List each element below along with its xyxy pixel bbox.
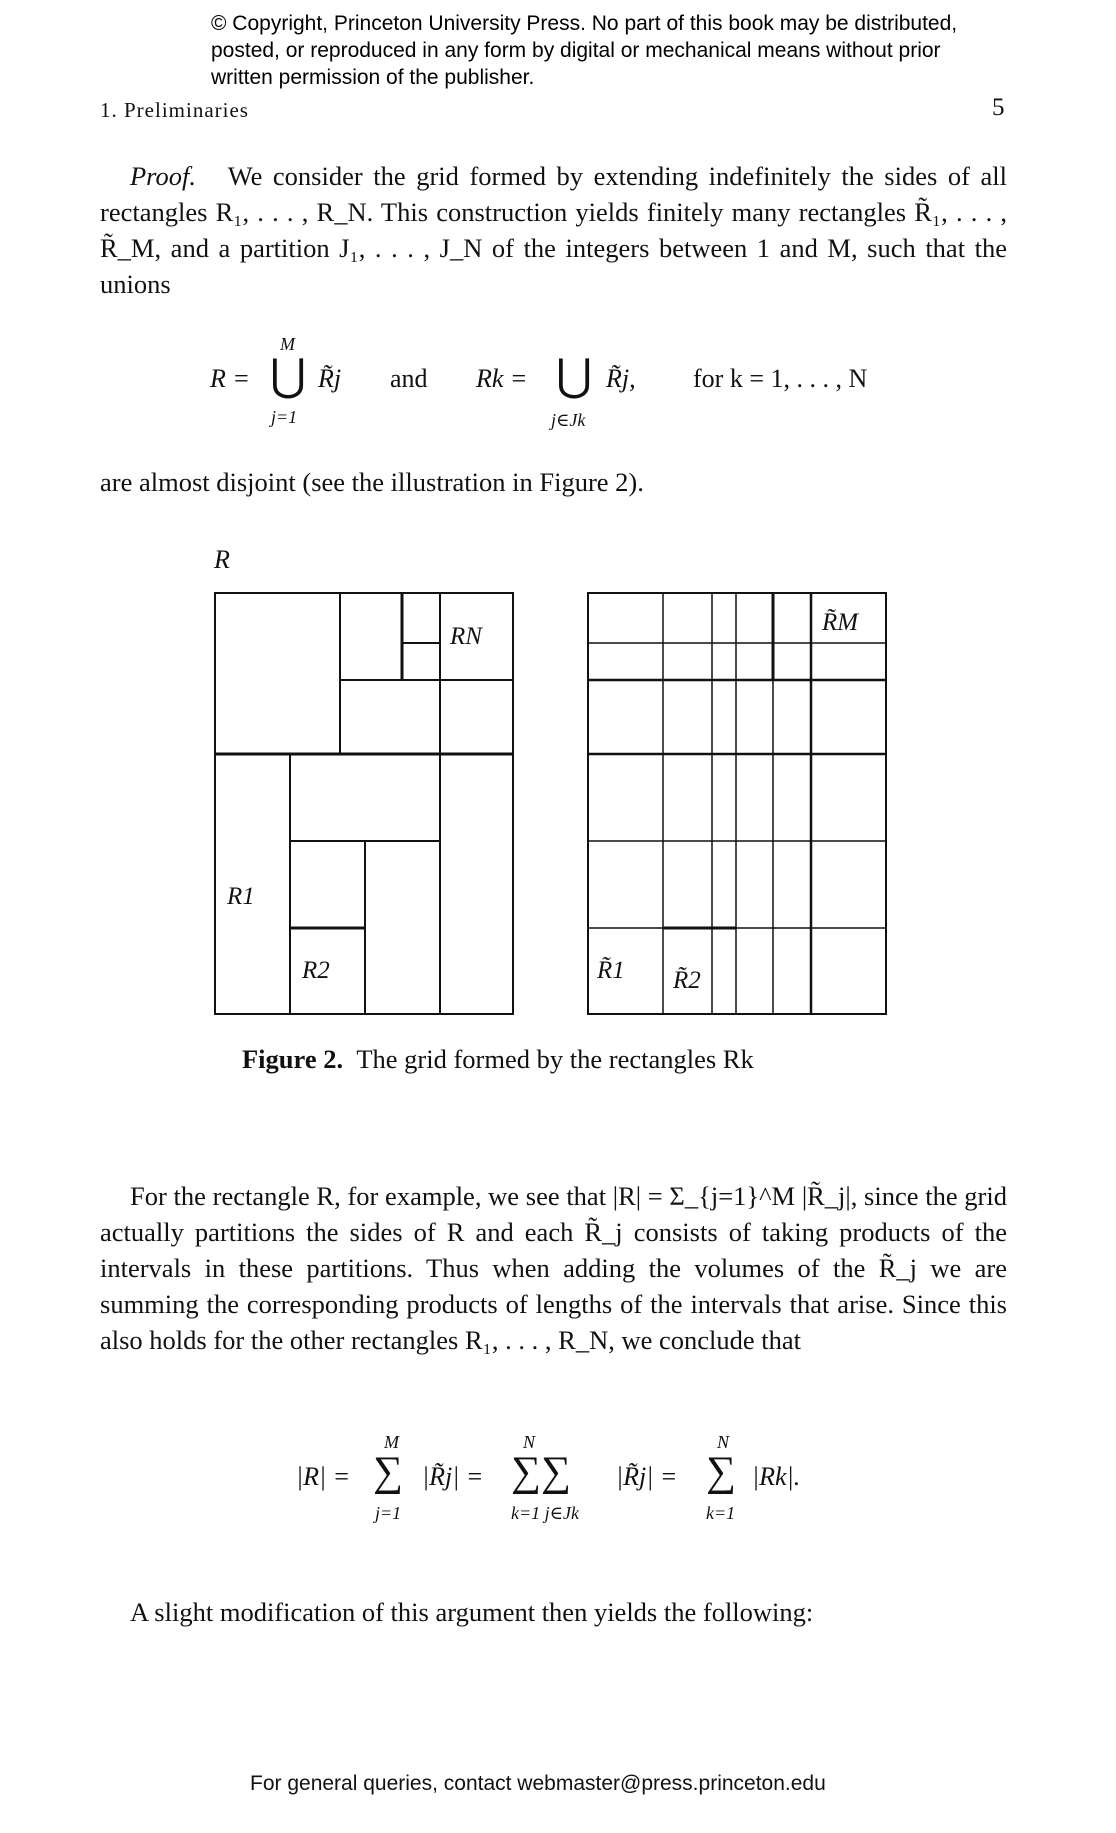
label-R2: R2 bbox=[302, 957, 330, 984]
label-R2-tilde: R̃2 bbox=[673, 967, 701, 994]
figure-caption bbox=[242, 1044, 754, 1075]
caption-text: The grid formed by the rectangles Rk bbox=[356, 1044, 754, 1074]
page-number: 5 bbox=[992, 94, 1005, 121]
outer-rectangle-grid bbox=[588, 593, 886, 1014]
after-eq1-text: are almost disjoint (see the illustration in Figure 2). bbox=[100, 467, 644, 497]
label-R1-tilde: R̃1 bbox=[597, 957, 625, 984]
eq1-and: and bbox=[390, 364, 428, 393]
eq1-union-bottom: j=1 bbox=[271, 407, 298, 427]
eq2-term3: |Rk|. bbox=[752, 1462, 801, 1491]
eq1-term2: R̃j, bbox=[606, 364, 636, 393]
footer-contact: For general queries, contact webmaster@press.princeton.edu bbox=[250, 1772, 826, 1795]
eq2-sum2-top: N bbox=[523, 1432, 536, 1452]
eq1-term1: R̃j bbox=[318, 364, 342, 393]
paragraph-3-text: A slight modification of this argument then yields the following: bbox=[130, 1597, 814, 1627]
eq2-sum3-symbol: ∑ bbox=[706, 1449, 736, 1495]
eq2-sum1-bottom: j=1 bbox=[375, 1503, 402, 1523]
eq2-term1: |R̃j| = bbox=[422, 1462, 484, 1491]
eq2-sum2-bottom: k=1 j∈Jk bbox=[511, 1503, 579, 1523]
eq1-lhs: R = bbox=[210, 364, 250, 393]
eq2-lhs: |R| = bbox=[296, 1462, 351, 1491]
eq1-tail: for k = 1, . . . , N bbox=[693, 364, 868, 393]
paragraph-2-text: For the rectangle R, for example, we see that |R| = Σ_{j=1}^M |R̃_j|, since the grid actually partitions the sides of R and each R̃_j consists of taking products of the intervals in these partitions. Thus when adding the volumes of the R̃_j we are summing the corresponding products of lengths of the intervals that arise. Since this also holds for the other rectangles R₁, . . . , R_N, we conclude that bbox=[100, 1181, 1007, 1355]
eq2-sum3-top: N bbox=[717, 1432, 730, 1452]
eq1-lhs2: Rk = bbox=[476, 364, 528, 393]
label-RN: RN bbox=[450, 623, 482, 650]
label-RM-tilde: R̃M bbox=[822, 609, 859, 636]
eq1-union-top: M bbox=[280, 334, 295, 354]
eq1-union2-symbol: ⋃ bbox=[556, 351, 593, 400]
eq2-sum1-symbol: ∑ bbox=[373, 1449, 403, 1495]
paragraph-2 bbox=[100, 1178, 1007, 1358]
label-R1: R1 bbox=[227, 883, 255, 910]
running-head: 1. Preliminaries bbox=[100, 98, 249, 122]
caption-label: Figure 2. bbox=[242, 1044, 344, 1074]
paragraph-3 bbox=[100, 1594, 1007, 1630]
proof-text: We consider the grid formed by extending indefinitely the sides of all rectangles R₁, . . . , R_N. This construction yields finitely many rectangles R̃₁, . . . , R̃_M, and a partition J₁, . . . , J_N of the integers between 1 and M, such that the unions bbox=[100, 161, 1007, 299]
eq2-sum1-top: M bbox=[384, 1432, 399, 1452]
eq2-term2: |R̃j| = bbox=[616, 1462, 678, 1491]
label-R: R bbox=[214, 545, 230, 574]
eq1-union-symbol: ⋃ bbox=[270, 351, 307, 400]
proof-label: Proof. bbox=[130, 161, 197, 191]
eq1-union2-bottom: j∈Jk bbox=[551, 410, 586, 430]
eq2-sum2-symbol: ∑∑ bbox=[511, 1449, 571, 1495]
eq2-sum3-bottom: k=1 bbox=[706, 1503, 736, 1523]
right-diagram bbox=[588, 593, 886, 1014]
copyright-notice: © Copyright, Princeton University Press. No part of this book may be distributed, posted, or reproduced in any form by digital or mechanical means without prior written permission of the publisher. bbox=[211, 12, 958, 89]
left-diagram bbox=[215, 593, 513, 1014]
